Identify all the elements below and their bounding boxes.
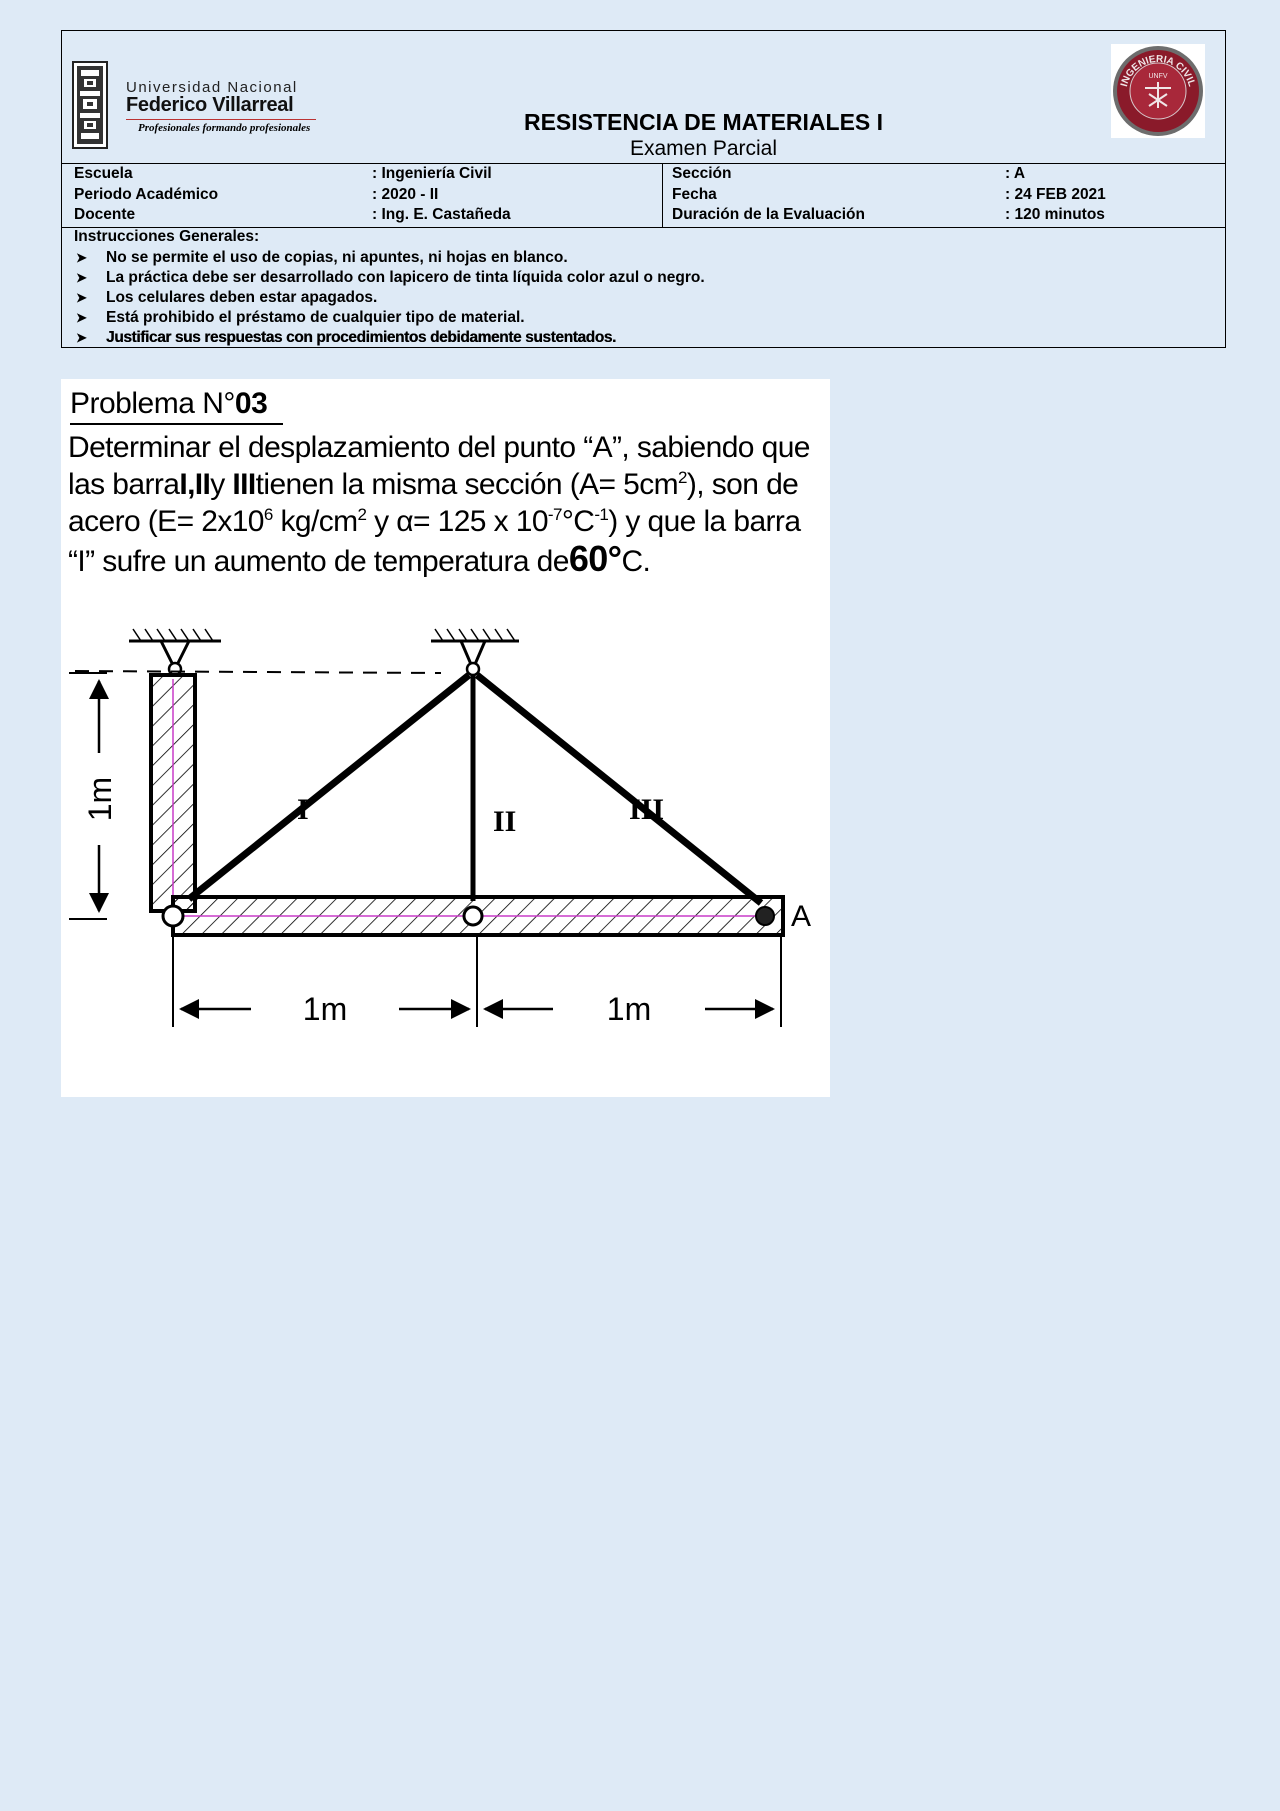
university-motto: Profesionales formando profesionales xyxy=(138,122,311,134)
svg-text:1m: 1m xyxy=(302,991,348,1027)
bar-3 xyxy=(477,675,761,903)
duration-label: Duración de la Evaluación xyxy=(672,206,865,223)
point-a-label: A xyxy=(791,900,812,933)
info-divider xyxy=(662,163,663,227)
exam-info xyxy=(62,163,1225,228)
arrow-bullet-icon: ➤ xyxy=(76,250,87,265)
section-label: Sección xyxy=(672,165,732,182)
university-name-line2: Federico Villarreal xyxy=(126,94,294,116)
teacher-label: Docente xyxy=(74,206,136,223)
reference-dashed-line xyxy=(75,671,441,673)
svg-text:UNFV: UNFV xyxy=(1148,73,1168,80)
instructions-title: Instrucciones Generales: xyxy=(74,228,260,245)
bar-2-label: II xyxy=(493,805,517,838)
date-value: : 24 FEB 2021 xyxy=(1005,186,1106,203)
school-label: Escuela xyxy=(74,165,133,182)
problem-title: Problema N°03 xyxy=(70,387,268,420)
bar-3-label: III xyxy=(629,793,665,826)
svg-text:1m: 1m xyxy=(82,776,118,822)
height-dimension xyxy=(69,673,118,919)
title-area xyxy=(62,31,1225,164)
middle-support xyxy=(431,629,519,675)
period-value: : 2020 - II xyxy=(372,186,439,203)
course-title: RESISTENCIA DE MATERIALES I xyxy=(523,109,884,135)
school-value: : Ingeniería Civil xyxy=(372,165,492,182)
section-value: : A xyxy=(1005,165,1026,182)
arrow-bullet-icon: ➤ xyxy=(76,310,87,325)
teacher-value: : Ing. E. Castañeda xyxy=(372,206,511,223)
arrow-bullet-icon: ➤ xyxy=(76,330,87,345)
problem-image xyxy=(61,379,830,1097)
hinge-left xyxy=(163,906,183,926)
problem-statement: Determinar el desplazamiento del punto “A”, sabiendo que las barraI,IIy IIItienen la misma sección $(A= 5cm^2)$, son de acero ($E= 2x10^6$ $kg/cm^2$ y α= 125 x $10^{-7}^\circ C^{-1}$) y que la barra “I” sufre un aumento de temperatura de60°C. xyxy=(68,431,810,579)
period-label: Periodo Académico xyxy=(74,186,219,203)
span-dimensions xyxy=(173,937,781,1027)
svg-text:INGENIERIA CIVIL: INGENIERIA CIVIL xyxy=(1118,53,1197,88)
exam-header: Universidad Nacional Federico Villarreal Profesionales formando profesionales RESISTENCIA DE MATERIALES I Examen Parcial INGENIERIA CIVIL UNFV Escuela : Ingeniería Civil Sección : A Periodo Académico : 2020 - II Fecha : 24 FEB 2021 Docente : Ing. E. Castañeda Duración de la Evaluación : 120 minutos Instrucciones Generales: ➤ No se permite el uso de copias, ni apuntes, ni hojas en blanco. ➤ La práctica debe ser desarrollado con lapicero de tinta líquida color azul o negro. ➤ Los celulares deben estar apagados. ➤ Está prohibido el préstamo de cualquier tipo de material. ➤ Justificar sus respuestas con procedimientos debidamente sustentados. xyxy=(61,30,1226,348)
title-underline xyxy=(70,423,283,425)
arrow-bullet-icon: ➤ xyxy=(76,270,87,285)
bar-1 xyxy=(189,675,469,899)
bar-1-label: I xyxy=(297,793,309,826)
date-label: Fecha xyxy=(672,186,717,203)
faculty-seal-icon xyxy=(1111,44,1205,138)
exam-type: Examen Parcial xyxy=(629,137,778,160)
university-name-line1: Universidad Nacional xyxy=(126,79,298,96)
duration-value: : 120 minutos xyxy=(1005,206,1105,223)
point-a-marker xyxy=(756,907,774,925)
svg-text:1m: 1m xyxy=(606,991,652,1027)
arrow-bullet-icon: ➤ xyxy=(76,290,87,305)
hinge-middle xyxy=(464,907,482,925)
structure-diagram xyxy=(61,619,830,1097)
left-support xyxy=(129,629,221,675)
